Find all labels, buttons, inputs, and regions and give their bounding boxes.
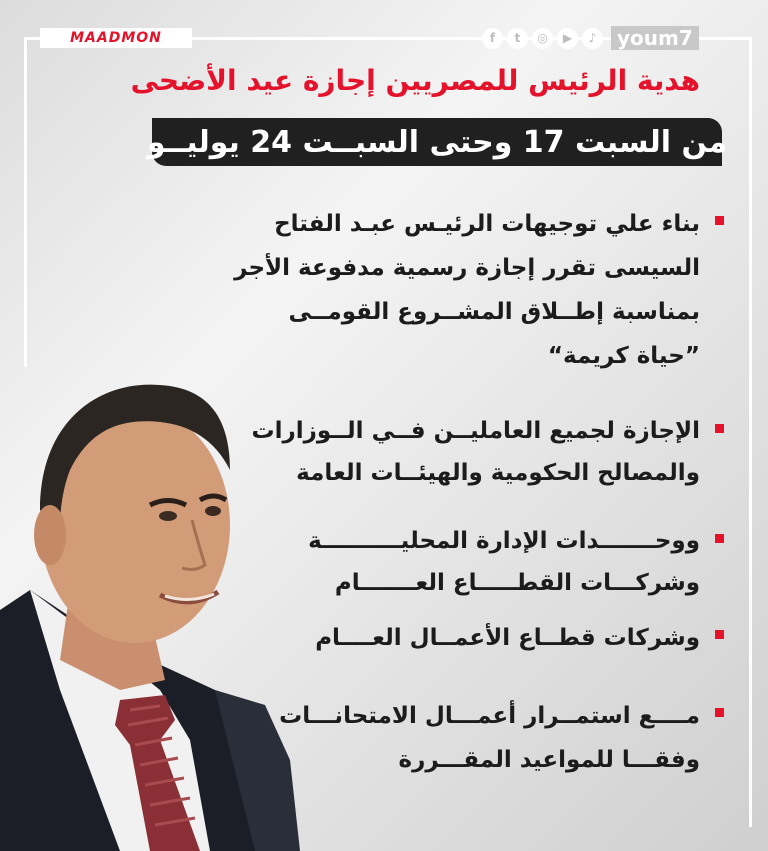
bullet-line: وشركـــات القطـــــاع العـــــــام (334, 570, 700, 596)
instagram-icon[interactable]: ◎ (532, 28, 553, 49)
bullet-marker (715, 424, 724, 433)
headline: هدية الرئيس للمصريين إجازة عيد الأضحى (130, 64, 700, 97)
frame-left-line (24, 37, 27, 367)
social-bar (482, 26, 699, 50)
bullet-line: ووحـــــــدات الإدارة المحليــــــــــة (308, 528, 700, 554)
frame-right-line (749, 37, 752, 827)
bullet-line: مــــع استمــرار أعمـــال الامتحانـــات (279, 703, 700, 729)
bullet-line: بمناسبة إطــلاق المشــروع القومــى (288, 299, 700, 325)
tiktok-icon[interactable]: ♪ (582, 28, 603, 49)
date-range-text: من السبت 17 وحتى السبــت 24 يوليــو (146, 124, 728, 160)
list-item (234, 202, 724, 378)
bullet-line: والمصالح الحكومية والهيئــات العامة (296, 460, 700, 486)
facebook-icon[interactable]: f (482, 28, 503, 49)
bullet-line: السيسى تقرر إجازة رسمية مدفوعة الأجر (234, 255, 700, 281)
bullet-marker (715, 708, 724, 717)
bullet-marker (715, 216, 724, 225)
bullet-line: وفقـــا للمواعيد المقـــررة (398, 747, 700, 773)
twitter-icon[interactable]: t (507, 28, 528, 49)
president-portrait (0, 360, 300, 851)
list-item (315, 616, 724, 660)
youtube-icon[interactable]: ▶ (557, 28, 578, 49)
bullet-line: الإجازة لجميع العامليــن فــي الــوزارات (251, 418, 700, 444)
bullet-line: ”حياة كريمة“ (547, 343, 700, 369)
bullet-line: وشركات قطــاع الأعمــال العــــام (315, 625, 700, 651)
list-item (308, 520, 724, 604)
bullet-marker (715, 630, 724, 639)
bullet-line: بناء علي توجيهات الرئيـس عبـد الفتاح (274, 211, 700, 237)
list-item (279, 694, 724, 782)
date-range-bar (146, 118, 728, 166)
list-item (252, 410, 724, 494)
portrait-illustration (0, 360, 300, 851)
maadmon-logo: MAADMON (40, 28, 192, 48)
bullet-marker (715, 534, 724, 543)
brand-name: youm7 (611, 26, 699, 50)
